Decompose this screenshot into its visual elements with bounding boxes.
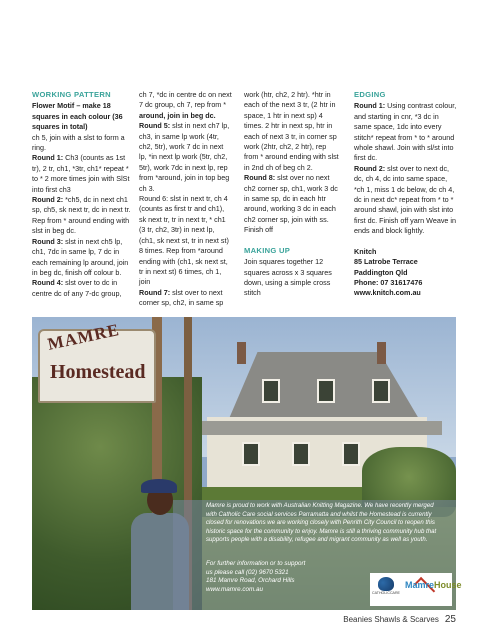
- round-body: Using contrast colour, and starting in cnr, *3 dc in same space, 1dc into every stitch* repeat from * to * around whole shawl. Join with sl/st into first dc.: [354, 101, 457, 163]
- edging-heading: EDGING: [354, 90, 386, 99]
- round-6-text: Round 6: slst in next tr, ch 4 (counts as first tr and ch1), sk next tr, tr in next tr, * ch1 (3 tr, ch2, 3tr) in next lp, (ch1, sk next st, tr in next st) 8 times. Rep from *around ending with (ch1, sk next st, tr in next st) 6 times, ch 1, join: [139, 194, 229, 287]
- window: [242, 442, 260, 466]
- window: [342, 442, 360, 466]
- contact-website[interactable]: www.mamre.com.au: [206, 585, 264, 593]
- sign-text-homestead: Homestead: [50, 361, 146, 383]
- veranda-roof: [192, 421, 442, 435]
- caption-text: Mamre is proud to work with Australian Knitting Magazine. We have recently merged with Catholic Care social services Parramatta and whilst the Homestead is currently closed for renovations we are working closely with Penrith City Council to reopen this historic space for the community to enjoy. Mamre is still a thriving community hub that supports people with a disability, refugee and migrant community as well as youth.: [206, 502, 437, 544]
- chimney: [377, 342, 386, 364]
- round-4-continued: [139, 90, 232, 121]
- pattern-column-4: [354, 90, 458, 299]
- footer-section-label: Beanies Shawls & Scarves: [343, 615, 439, 624]
- sign-text-mamre: MAMRE: [45, 320, 122, 354]
- round-7-continued: work (htr, ch2, 2 htr). *htr in each of the next 3 tr, (2 htr in space, 1 htr in next sp) 4 times. 2 htr in next sp, htr in each of next 3 tr, in corner sp work (2htr, ch2, 2 htr), rep from * around ending with slst in 2nd ch of beg ch 2.: [244, 90, 339, 172]
- intro-text: ch 5, join with a slst to form a ring.: [32, 132, 125, 153]
- contact-line: 181 Mamre Road, Orchard Hills: [206, 577, 295, 585]
- window: [292, 442, 310, 466]
- shop-address-line1: 85 Latrobe Terrace: [354, 257, 418, 267]
- round-4-text: [32, 278, 132, 299]
- round-label: Round 5:: [139, 121, 171, 131]
- round-label: Round 3:: [32, 236, 64, 246]
- pattern-column-3: [244, 90, 340, 299]
- round-body: slst in next ch5 lp, ch1, 7dc in same lp, 7 dc in each remaining lp around, join in beg dc, finish off colour b.: [32, 236, 129, 277]
- round-body: slst over no next ch2 corner sp, ch1, work 3 dc in same sp, dc in each htr around, working 3 dc in each ch2 corner sp, join with ss. Finish off: [244, 173, 338, 235]
- round-7-text: [139, 288, 232, 309]
- tree-right: [362, 447, 456, 507]
- page-number: 25: [444, 614, 456, 625]
- round-body: ch 7, *dc in centre dc on next 7 dc group, ch 7, rep from *: [139, 90, 232, 110]
- catholiccare-logo: [372, 577, 400, 605]
- window: [262, 379, 280, 403]
- window: [372, 379, 390, 403]
- round-label: Round 2:: [354, 163, 386, 173]
- edging-round-2: [354, 164, 458, 237]
- round-body: slst over to dc in centre dc of any 7-dc group,: [32, 278, 122, 298]
- shop-website[interactable]: www.knitch.com.au: [354, 288, 421, 298]
- chimney: [237, 342, 246, 364]
- round-label: Round 1:: [354, 101, 386, 111]
- round-label: Round 8:: [244, 173, 276, 183]
- pattern-column-1: [32, 90, 132, 299]
- shop-address-line2: Paddington Qld: [354, 267, 408, 277]
- flower-motif-subheading: Flower Motif – make 18 squares in each colour (36 squares in total): [32, 101, 123, 132]
- working-pattern-heading: WORKING PATTERN: [32, 90, 111, 99]
- round-label: Round 4:: [32, 278, 64, 288]
- contact-line: us please call (02) 9670 5321: [206, 568, 289, 576]
- page-footer: [0, 614, 456, 625]
- round-body: *ch5, dc in next ch1 sp, ch5, sk next tr, dc in next tr. Rep from * around ending with slst in beg dc.: [32, 195, 131, 236]
- round-end-bold: around, join in beg dc.: [139, 110, 216, 120]
- round-body: slst in next ch7 lp, ch3, in same lp work (4tr, ch2, 5tr), work 7 dc in next lp, *in next lp work (5tr, ch2, 5tr), work 7dc in next lp, rep from *around, join in top beg ch 3.: [139, 121, 230, 193]
- round-body: Ch3 (counts as 1st tr), 2 tr, ch1, *3tr, ch1* repeat * to * 2 more times join with SlSt into first ch3: [32, 153, 130, 194]
- round-1-text: [32, 153, 132, 195]
- mamre-homestead-sign: [38, 320, 156, 403]
- pattern-column-2: [139, 90, 232, 309]
- logo-word-1: Mamre: [405, 580, 435, 590]
- contact-line: For further information or to support: [206, 560, 306, 567]
- round-label: Round 2:: [32, 195, 64, 205]
- window: [317, 379, 335, 403]
- catholiccare-text: CATHOLICCARE: [372, 591, 400, 595]
- contact-block: [206, 560, 376, 594]
- round-label: Round 7:: [139, 287, 171, 297]
- edging-round-1: [354, 101, 458, 163]
- round-8-text: [244, 173, 340, 235]
- round-label: Round 1:: [32, 153, 64, 163]
- shop-phone: Phone: 07 31617476: [354, 277, 423, 287]
- round-3-text: [32, 237, 132, 279]
- making-up-text: Join squares together 12 squares across x 3 squares down, using a simple cross stitch: [244, 257, 332, 298]
- round-2-text: [32, 195, 132, 237]
- round-body: slst over to next corner sp, ch2, in same sp: [139, 287, 224, 308]
- round-body: slst over to next dc, dc, ch 4, dc into same space, *ch 1, miss 1 dc below, dc ch 4, dc in next dc* repeat from * to * around shawl, join with slst into first dc. Finish off yarn Weave in ends and block lightly.: [354, 163, 456, 236]
- mamre-house-logo: [405, 580, 462, 590]
- catholiccare-icon: [378, 577, 394, 591]
- logo-word-2: House: [434, 580, 462, 590]
- round-5-text: [139, 121, 232, 194]
- shop-name: Knitch: [354, 246, 377, 256]
- making-up-heading: MAKING UP: [244, 245, 291, 255]
